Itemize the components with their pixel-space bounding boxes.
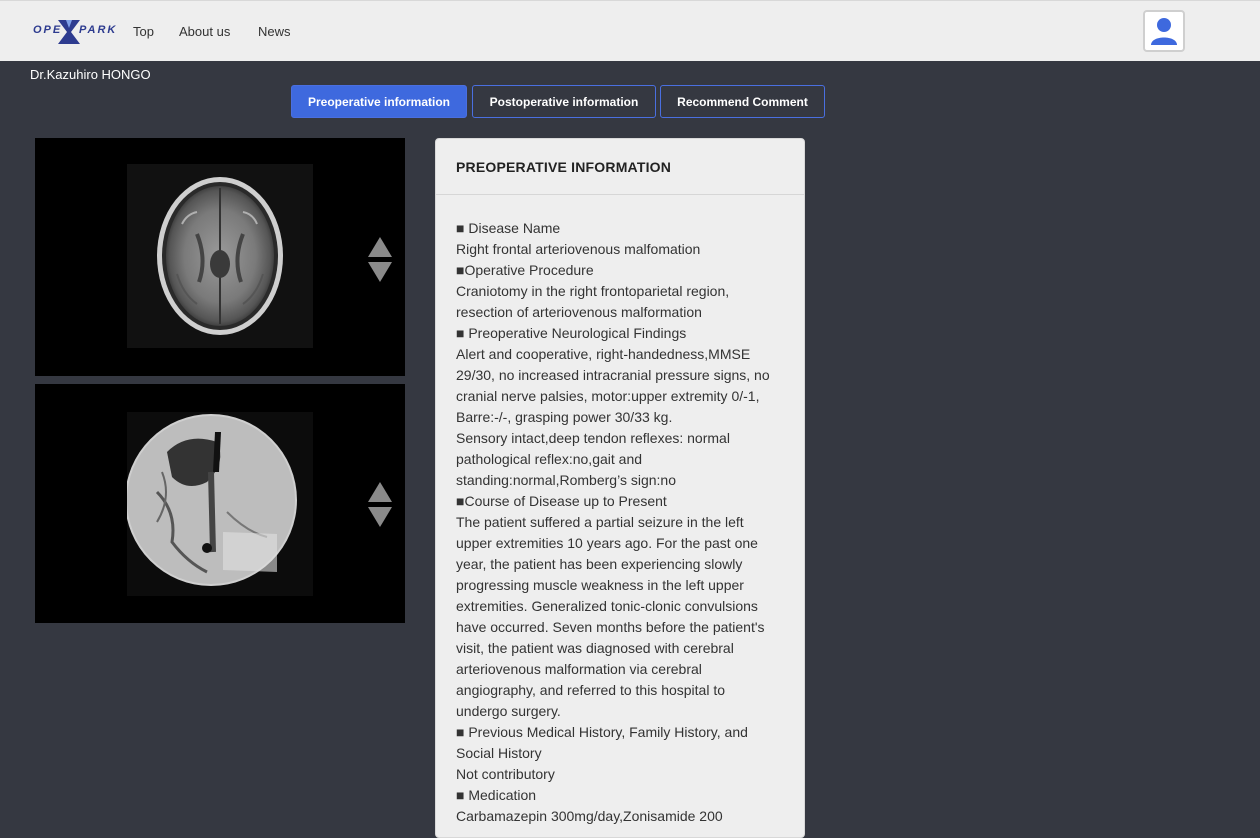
logo-text-left: OPE <box>33 24 63 36</box>
image-nav-arrows[interactable] <box>368 482 392 528</box>
info-line: Alert and cooperative, right-handedness,MMSE <box>456 346 751 362</box>
info-line: Barre:-/-, grasping power 30/33 kg. <box>456 409 673 425</box>
info-line: visit, the patient was diagnosed with cerebral <box>456 640 734 656</box>
info-line: pathological reflex:no,gait and <box>456 451 643 467</box>
info-line: standing:normal,Romberg’s sign:no <box>456 472 676 488</box>
info-line: ■Operative Procedure <box>456 262 594 278</box>
info-line: 29/30, no increased intracranial pressure signs, no <box>456 367 770 383</box>
info-line: resection of arteriovenous malformation <box>456 304 702 320</box>
nav-link-top[interactable]: Top <box>133 24 154 39</box>
info-line: ■ Medication <box>456 787 537 803</box>
doctor-name: Dr.Kazuhiro HONGO <box>30 67 151 82</box>
nav-link-news[interactable]: News <box>258 24 291 39</box>
card-title: PREOPERATIVE INFORMATION <box>436 139 804 195</box>
opepark-logo[interactable] <box>31 18 118 46</box>
logo-text-right: PARK <box>79 24 118 36</box>
info-line: progressing muscle weakness in the left upper <box>456 577 744 593</box>
navbar <box>0 0 1260 61</box>
mri-axial-image <box>127 164 313 348</box>
info-line: Not contributory <box>456 766 555 782</box>
info-line: year, the patient has been experiencing slowly <box>456 556 743 572</box>
tab-postoperative-information[interactable]: Postoperative information <box>472 85 656 118</box>
info-line: extremities. Generalized tonic-clonic convulsions <box>456 598 758 614</box>
info-line: Sensory intact,deep tendon reflexes: normal <box>456 430 730 446</box>
angiography-image <box>127 412 313 596</box>
info-line: angiography, and referred to this hospital to <box>456 682 726 698</box>
info-line: have occurred. Seven months before the patient's <box>456 619 765 635</box>
up-arrow-icon <box>368 482 392 502</box>
info-line: undergo surgery. <box>456 703 561 719</box>
info-line: Social History <box>456 745 542 761</box>
info-line: arteriovenous malformation via cerebral <box>456 661 702 677</box>
info-line: Craniotomy in the right frontoparietal region, <box>456 283 730 299</box>
down-arrow-icon <box>368 507 392 527</box>
tab-preoperative-information[interactable]: Preoperative information <box>291 85 467 118</box>
tab-recommend-comment[interactable]: Recommend Comment <box>660 85 825 118</box>
user-menu-button[interactable] <box>1143 10 1185 52</box>
user-icon <box>1150 16 1178 46</box>
up-arrow-icon <box>368 237 392 257</box>
card-body <box>436 195 804 827</box>
info-line: The patient suffered a partial seizure in the left <box>456 514 744 530</box>
info-line: Right frontal arteriovenous malfomation <box>456 241 701 257</box>
info-line: upper extremities 10 years ago. For the past one <box>456 535 758 551</box>
down-arrow-icon <box>368 262 392 282</box>
info-line: Carbamazepin 300mg/day,Zonisamide 200 <box>456 808 723 824</box>
image-nav-arrows[interactable] <box>368 237 392 283</box>
nav-link-about-us[interactable]: About us <box>179 24 231 39</box>
angiography-image-viewer[interactable] <box>35 384 405 623</box>
info-line: ■ Previous Medical History, Family History, and <box>456 724 748 740</box>
mri-image-viewer[interactable] <box>35 138 405 376</box>
info-line: ■Course of Disease up to Present <box>456 493 667 509</box>
preoperative-info-card <box>435 138 805 838</box>
info-line: ■ Disease Name <box>456 220 561 236</box>
info-line: ■ Preoperative Neurological Findings <box>456 325 687 341</box>
info-line: cranial nerve palsies, motor:upper extremity 0/-1, <box>456 388 760 404</box>
